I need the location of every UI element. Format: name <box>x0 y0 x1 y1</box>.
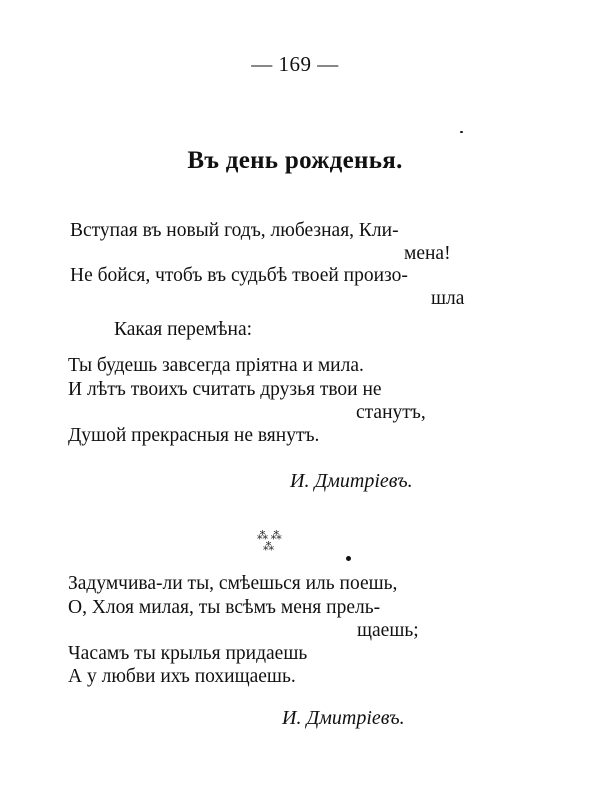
poem-line: шла <box>431 288 465 309</box>
poem-line: Какая перемѣна: <box>114 319 253 340</box>
poem-signature: И. Дмитріевъ. <box>290 470 413 492</box>
poem-line: Часамъ ты крылья придаешь <box>68 643 308 664</box>
poem-line: Ты будешь завсегда пріятна и мила. <box>68 355 364 376</box>
poem-line: Вступая въ новый годъ, любезная, Кли- <box>70 220 399 241</box>
poem-line: Задумчива-ли ты, смѣешься иль поешь, <box>68 573 398 594</box>
poem-line: мена! <box>404 243 451 264</box>
asterism-top: ⁂ ⁂ <box>257 530 282 542</box>
asterism-bottom: ⁂ <box>263 541 274 553</box>
poem-line: щаешь; <box>357 620 419 641</box>
poem-line: Душой прекрасныя не вянутъ. <box>68 425 320 446</box>
page-number: — 169 — <box>251 52 339 76</box>
poem-signature: И. Дмитріевъ. <box>282 707 405 729</box>
poem-title: Въ день рожденья. <box>187 147 403 174</box>
poem-line: А у любви ихъ похищаешь. <box>68 666 296 687</box>
poem-line: Не бойся, чтобъ въ судьбѣ твоей произо- <box>70 265 408 286</box>
poem-line: станутъ, <box>356 402 426 423</box>
print-speck <box>346 556 351 561</box>
poem-line: О, Хлоя милая, ты всѣмъ меня прель- <box>68 597 381 618</box>
poem-line: И лѣтъ твоихъ считать друзья твои не <box>68 379 382 400</box>
print-speck <box>460 131 463 133</box>
